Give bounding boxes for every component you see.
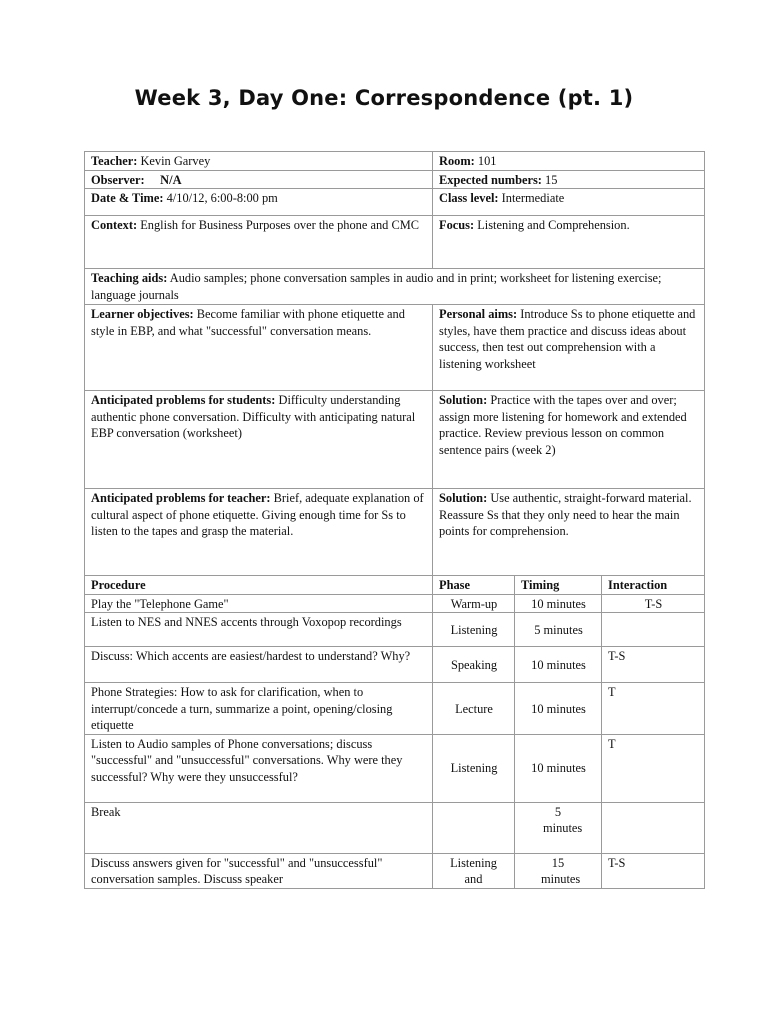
procedure-interaction: T-S	[602, 647, 705, 683]
solution-students-cell	[433, 391, 705, 489]
level-label: Class level:	[439, 191, 499, 205]
observer-value: N/A	[160, 172, 182, 187]
procedure-step: Phone Strategies: How to ask for clarification, when to interrupt/concede a turn, summarize a point, opening/closing etiquette	[85, 683, 433, 735]
observer-label: Observer:	[91, 172, 145, 187]
learner-objectives-cell	[85, 305, 433, 391]
learner-objectives-text: Become familiar with phone etiquette and style in EBP, and what "successful" conversation means.	[91, 307, 405, 338]
procedure-phase	[433, 802, 515, 853]
procedure-header-row	[85, 576, 705, 595]
procedure-row	[85, 683, 705, 735]
problems-students-label: Anticipated problems for students:	[91, 393, 276, 407]
procedure-interaction	[602, 802, 705, 853]
room-label: Room:	[439, 154, 475, 168]
level-cell	[433, 189, 705, 216]
procedure-phase: Listening	[433, 613, 515, 647]
lesson-plan-table	[84, 151, 705, 889]
context-label: Context:	[91, 218, 138, 232]
teacher-cell	[85, 152, 433, 171]
level-value: Intermediate	[501, 191, 565, 205]
procedure-timing: 5 minutes	[515, 613, 602, 647]
problems-teacher-cell	[85, 489, 433, 576]
procedure-row	[85, 613, 705, 647]
procedure-row	[85, 853, 705, 888]
personal-aims-text: Introduce Ss to phone etiquette and styles, have them practice and discuss ideas about success, then test out comprehension with a listening worksheet	[439, 307, 696, 371]
procedure-step: Break	[85, 802, 433, 853]
room-cell	[433, 152, 705, 171]
solution-teacher-label: Solution:	[439, 491, 488, 505]
solution-students-text: Practice with the tapes over and over; assign more listening for homework and extended practice. Review previous lesson on common sentence pairs (week 2)	[439, 393, 687, 457]
procedure-interaction	[602, 613, 705, 647]
datetime-cell	[85, 189, 433, 216]
procedure-step: Listen to NES and NNES accents through Voxopop recordings	[85, 613, 433, 647]
procedure-phase: Listening and	[433, 853, 515, 888]
focus-text: Listening and Comprehension.	[477, 218, 630, 232]
teaching-aids-label: Teaching aids:	[91, 271, 168, 285]
problems-teacher-text: Brief, adequate explanation of cultural aspect of phone etiquette. Giving enough time for Ss to listen to the tapes and grasp the material.	[91, 491, 424, 538]
solution-teacher-text: Use authentic, straight-forward material. Reassure Ss that they only need to hear the main points for comprehension.	[439, 491, 692, 538]
phase-header: Phase	[433, 576, 515, 595]
procedure-phase: Speaking	[433, 647, 515, 683]
procedure-phase: Lecture	[433, 683, 515, 735]
procedure-row	[85, 734, 705, 802]
expected-value: 15	[545, 172, 558, 187]
procedure-phase: Listening	[433, 734, 515, 802]
procedure-timing: 5 minutes	[515, 802, 602, 853]
procedure-step: Discuss answers given for "successful" and "unsuccessful" conversation samples. Discuss speaker	[85, 853, 433, 888]
procedure-interaction: T-S	[602, 594, 705, 613]
problems-students-cell	[85, 391, 433, 489]
procedure-interaction: T-S	[602, 853, 705, 888]
personal-aims-label: Personal aims:	[439, 307, 518, 321]
procedure-timing: 15 minutes	[515, 853, 602, 888]
procedure-step: Discuss: Which accents are easiest/hardest to understand? Why?	[85, 647, 433, 683]
procedure-timing: 10 minutes	[515, 647, 602, 683]
procedure-phase: Warm-up	[433, 594, 515, 613]
teaching-aids-cell	[85, 269, 705, 305]
timing-header: Timing	[515, 576, 602, 595]
procedure-timing: 10 minutes	[515, 683, 602, 735]
teacher-label: Teacher:	[91, 154, 138, 168]
expected-cell	[433, 170, 705, 189]
teacher-value: Kevin Garvey	[140, 154, 211, 168]
solution-students-label: Solution:	[439, 393, 488, 407]
problems-teacher-label: Anticipated problems for teacher:	[91, 491, 271, 505]
focus-label: Focus:	[439, 218, 475, 232]
procedure-interaction: T	[602, 683, 705, 735]
datetime-label: Date & Time:	[91, 191, 164, 205]
expected-label: Expected numbers:	[439, 172, 542, 187]
procedure-row	[85, 647, 705, 683]
procedure-step: Play the "Telephone Game"	[85, 594, 433, 613]
interaction-header: Interaction	[602, 576, 705, 595]
context-cell	[85, 216, 433, 269]
procedure-header: Procedure	[85, 576, 433, 595]
procedure-step: Listen to Audio samples of Phone conversations; discuss "successful" and "unsuccessful" conversations. Why were they successful? Why were they unsuccessful?	[85, 734, 433, 802]
datetime-value: 4/10/12, 6:00-8:00 pm	[166, 191, 278, 205]
room-value: 101	[477, 154, 497, 168]
problems-students-text: Difficulty understanding authentic phone conversation. Difficulty with anticipating natural EBP conversation (worksheet)	[91, 393, 416, 440]
procedure-interaction: T	[602, 734, 705, 802]
personal-aims-cell	[433, 305, 705, 391]
learner-objectives-label: Learner objectives:	[91, 307, 194, 321]
page-title: Week 3, Day One: Correspondence (pt. 1)	[134, 86, 634, 110]
focus-cell	[433, 216, 705, 269]
procedure-timing: 10 minutes	[515, 734, 602, 802]
teaching-aids-text: Audio samples; phone conversation samples in audio and in print; worksheet for listening exercise; language journals	[91, 271, 662, 302]
observer-cell	[85, 170, 433, 189]
solution-teacher-cell	[433, 489, 705, 576]
procedure-row	[85, 802, 705, 853]
procedure-row	[85, 594, 705, 613]
context-text: English for Business Purposes over the phone and CMC	[140, 218, 419, 232]
procedure-timing: 10 minutes	[515, 594, 602, 613]
